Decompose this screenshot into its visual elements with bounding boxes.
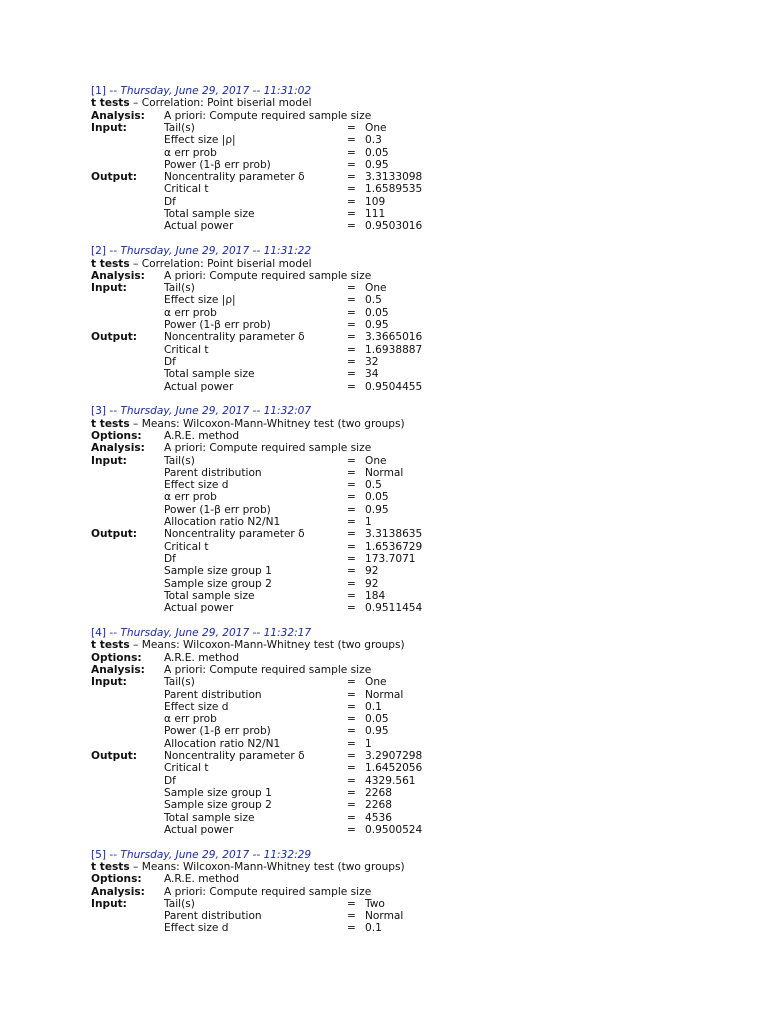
parameter-value: 0.05 bbox=[365, 146, 389, 159]
parameter-name: Actual power bbox=[164, 380, 234, 393]
parameter-value: 111 bbox=[365, 208, 386, 221]
parameter-value: 4329.561 bbox=[365, 774, 416, 787]
parameter-value: 0.05 bbox=[365, 491, 389, 504]
parameter-value: One bbox=[365, 454, 387, 467]
parameter-row bbox=[91, 491, 731, 503]
equals-sign: = bbox=[347, 466, 356, 479]
parameter-value: 1.6938887 bbox=[365, 343, 423, 356]
parameter-name: Actual power bbox=[164, 823, 234, 836]
equals-sign: = bbox=[347, 195, 356, 208]
equals-sign: = bbox=[347, 589, 356, 602]
test-name: Correlation: Point biserial model bbox=[141, 97, 312, 110]
parameter-row bbox=[91, 282, 731, 294]
parameter-value: 0.1 bbox=[365, 922, 382, 935]
test-name: Means: Wilcoxon-Mann-Whitney test (two groups) bbox=[141, 639, 405, 652]
parameter-value: One bbox=[365, 121, 387, 134]
equals-sign: = bbox=[347, 922, 356, 935]
parameter-value: One bbox=[365, 676, 387, 689]
parameter-name: Effect size |ρ| bbox=[164, 294, 236, 307]
parameter-name: Df bbox=[164, 195, 176, 208]
section-label: Analysis: bbox=[91, 663, 145, 676]
equals-sign: = bbox=[347, 355, 356, 368]
equals-sign: = bbox=[347, 454, 356, 467]
parameter-value: 34 bbox=[365, 368, 379, 381]
parameter-name: Allocation ratio N2/N1 bbox=[164, 737, 281, 750]
parameter-value: Normal bbox=[365, 910, 404, 923]
equals-sign: = bbox=[347, 306, 356, 319]
parameter-row bbox=[91, 676, 731, 688]
parameter-name: Power (1-β err prob) bbox=[164, 319, 271, 332]
parameter-row bbox=[91, 898, 731, 910]
parameter-value: 3.2907298 bbox=[365, 750, 423, 763]
parameter-name: Tail(s) bbox=[164, 897, 195, 910]
parameter-value: 0.9511454 bbox=[365, 602, 423, 615]
section-label: Options: bbox=[91, 873, 142, 886]
parameter-row bbox=[91, 455, 731, 467]
test-title bbox=[91, 418, 731, 430]
parameter-row bbox=[91, 159, 731, 171]
parameter-row bbox=[91, 504, 731, 516]
equals-sign: = bbox=[347, 774, 356, 787]
parameter-name: Parent distribution bbox=[164, 688, 262, 701]
parameter-row bbox=[91, 922, 731, 934]
separator: -- bbox=[106, 626, 121, 639]
parameter-name: Sample size group 2 bbox=[164, 799, 272, 812]
parameter-name: Critical t bbox=[164, 762, 209, 775]
section-label: Analysis: bbox=[91, 885, 145, 898]
parameter-row bbox=[91, 725, 731, 737]
parameter-value: 0.95 bbox=[365, 503, 389, 516]
section-label: Output: bbox=[91, 750, 138, 763]
parameter-row bbox=[91, 713, 731, 725]
entry-index: [5] bbox=[91, 848, 107, 861]
parameter-value: Normal bbox=[365, 466, 404, 479]
parameter-value: 1 bbox=[365, 737, 372, 750]
equals-sign: = bbox=[347, 134, 356, 147]
equals-sign: = bbox=[347, 479, 356, 492]
test-title bbox=[91, 639, 731, 651]
entry-timestamp: Thursday, June 29, 2017 -- 11:32:07 bbox=[120, 405, 312, 418]
title-dash: – bbox=[129, 97, 142, 110]
parameter-name: A.R.E. method bbox=[164, 651, 240, 664]
title-dash: – bbox=[129, 639, 142, 652]
protocol-log bbox=[91, 85, 731, 947]
equals-sign: = bbox=[347, 823, 356, 836]
parameter-name: α err prob bbox=[164, 491, 217, 504]
parameter-value: 0.1 bbox=[365, 700, 382, 713]
parameter-row bbox=[91, 430, 731, 442]
parameter-value: 0.05 bbox=[365, 306, 389, 319]
parameter-name: Power (1-β err prob) bbox=[164, 158, 271, 171]
parameter-row bbox=[91, 910, 731, 922]
parameter-value: 1.6452056 bbox=[365, 762, 423, 775]
protocol-entry bbox=[91, 245, 731, 393]
parameter-row bbox=[91, 122, 731, 134]
parameter-value: 32 bbox=[365, 355, 379, 368]
parameter-value: 3.3138635 bbox=[365, 528, 423, 541]
parameter-name: Sample size group 1 bbox=[164, 565, 272, 578]
entry-timestamp: Thursday, June 29, 2017 -- 11:32:29 bbox=[120, 848, 312, 861]
parameter-row bbox=[91, 738, 731, 750]
entry-timestamp: Thursday, June 29, 2017 -- 11:31:02 bbox=[120, 85, 312, 97]
parameter-name: Total sample size bbox=[164, 589, 255, 602]
entry-header bbox=[91, 405, 731, 417]
section-label: Analysis: bbox=[91, 269, 145, 282]
parameter-value: 92 bbox=[365, 577, 379, 590]
equals-sign: = bbox=[347, 158, 356, 171]
parameter-row bbox=[91, 467, 731, 479]
equals-sign: = bbox=[347, 528, 356, 541]
parameter-value: 0.95 bbox=[365, 158, 389, 171]
section-label: Options: bbox=[91, 430, 142, 442]
parameter-name: Df bbox=[164, 774, 176, 787]
entry-index: [2] bbox=[91, 245, 107, 258]
section-label: Output: bbox=[91, 331, 138, 344]
entry-index: [4] bbox=[91, 626, 107, 639]
test-name: Means: Wilcoxon-Mann-Whitney test (two groups) bbox=[141, 860, 405, 873]
parameter-name: Parent distribution bbox=[164, 466, 262, 479]
equals-sign: = bbox=[347, 516, 356, 529]
parameter-name: Power (1-β err prob) bbox=[164, 725, 271, 738]
parameter-row bbox=[91, 886, 731, 898]
parameter-row bbox=[91, 183, 731, 195]
equals-sign: = bbox=[347, 565, 356, 578]
parameter-name: Tail(s) bbox=[164, 454, 195, 467]
equals-sign: = bbox=[347, 208, 356, 221]
title-dash: – bbox=[129, 257, 142, 270]
section-label: Input: bbox=[91, 121, 127, 134]
equals-sign: = bbox=[347, 368, 356, 381]
equals-sign: = bbox=[347, 121, 356, 134]
equals-sign: = bbox=[347, 331, 356, 344]
protocol-entry bbox=[91, 627, 731, 836]
equals-sign: = bbox=[347, 700, 356, 713]
separator: -- bbox=[106, 85, 121, 97]
parameter-name: Actual power bbox=[164, 220, 234, 233]
parameter-row bbox=[91, 442, 731, 454]
parameter-name: α err prob bbox=[164, 713, 217, 726]
equals-sign: = bbox=[347, 602, 356, 615]
parameter-name: Effect size d bbox=[164, 922, 229, 935]
parameter-row bbox=[91, 812, 731, 824]
parameter-row bbox=[91, 689, 731, 701]
parameter-row bbox=[91, 762, 731, 774]
parameter-row bbox=[91, 294, 731, 306]
equals-sign: = bbox=[347, 786, 356, 799]
section-label: Input: bbox=[91, 897, 127, 910]
parameter-row bbox=[91, 664, 731, 676]
parameter-row bbox=[91, 775, 731, 787]
equals-sign: = bbox=[347, 811, 356, 824]
parameter-name: Power (1-β err prob) bbox=[164, 503, 271, 516]
test-title bbox=[91, 258, 731, 270]
parameter-row bbox=[91, 541, 731, 553]
parameter-row bbox=[91, 824, 731, 836]
parameter-value: 3.3133098 bbox=[365, 171, 423, 184]
test-family: t tests bbox=[91, 417, 130, 430]
parameter-name: A.R.E. method bbox=[164, 430, 240, 442]
parameter-name: α err prob bbox=[164, 306, 217, 319]
equals-sign: = bbox=[347, 540, 356, 553]
parameter-row bbox=[91, 750, 731, 762]
parameter-row bbox=[91, 110, 731, 122]
parameter-row bbox=[91, 134, 731, 146]
parameter-row bbox=[91, 479, 731, 491]
parameter-value: 0.9504455 bbox=[365, 380, 423, 393]
parameter-name: Parent distribution bbox=[164, 910, 262, 923]
entry-header bbox=[91, 849, 731, 861]
entry-header bbox=[91, 85, 731, 97]
equals-sign: = bbox=[347, 737, 356, 750]
parameter-value: 0.95 bbox=[365, 725, 389, 738]
equals-sign: = bbox=[347, 688, 356, 701]
parameter-row bbox=[91, 147, 731, 159]
parameter-name: Df bbox=[164, 552, 176, 565]
parameter-name: Noncentrality parameter δ bbox=[164, 750, 305, 763]
parameter-name: Allocation ratio N2/N1 bbox=[164, 516, 281, 529]
protocol-entry bbox=[91, 85, 731, 233]
parameter-value: 0.5 bbox=[365, 479, 382, 492]
parameter-row bbox=[91, 196, 731, 208]
entry-header bbox=[91, 627, 731, 639]
parameter-value: Two bbox=[365, 897, 385, 910]
parameter-row bbox=[91, 516, 731, 528]
parameter-row bbox=[91, 565, 731, 577]
equals-sign: = bbox=[347, 491, 356, 504]
equals-sign: = bbox=[347, 319, 356, 332]
parameter-row bbox=[91, 602, 731, 614]
parameter-name: Noncentrality parameter δ bbox=[164, 528, 305, 541]
parameter-value: 0.95 bbox=[365, 319, 389, 332]
parameter-row bbox=[91, 701, 731, 713]
parameter-value: 0.3 bbox=[365, 134, 382, 147]
test-name: Means: Wilcoxon-Mann-Whitney test (two groups) bbox=[141, 417, 405, 430]
equals-sign: = bbox=[347, 503, 356, 516]
parameter-value: 4536 bbox=[365, 811, 392, 824]
parameter-value: 2268 bbox=[365, 786, 392, 799]
separator: -- bbox=[106, 848, 121, 861]
parameter-row bbox=[91, 331, 731, 343]
parameter-value: Normal bbox=[365, 688, 404, 701]
equals-sign: = bbox=[347, 725, 356, 738]
parameter-row bbox=[91, 307, 731, 319]
parameter-value: 1.6536729 bbox=[365, 540, 423, 553]
entry-index: [1] bbox=[91, 85, 107, 97]
parameter-row bbox=[91, 873, 731, 885]
parameter-value: 0.05 bbox=[365, 713, 389, 726]
parameter-name: Total sample size bbox=[164, 368, 255, 381]
parameter-row bbox=[91, 381, 731, 393]
parameter-value: 92 bbox=[365, 565, 379, 578]
parameter-value: 0.9503016 bbox=[365, 220, 423, 233]
parameter-name: A priori: Compute required sample size bbox=[164, 109, 372, 122]
parameter-value: 1 bbox=[365, 516, 372, 529]
parameter-value: 0.5 bbox=[365, 294, 382, 307]
section-label: Options: bbox=[91, 651, 142, 664]
title-dash: – bbox=[129, 860, 142, 873]
parameter-row bbox=[91, 344, 731, 356]
parameter-name: Effect size d bbox=[164, 479, 229, 492]
equals-sign: = bbox=[347, 897, 356, 910]
parameter-name: A priori: Compute required sample size bbox=[164, 663, 372, 676]
equals-sign: = bbox=[347, 146, 356, 159]
entry-header bbox=[91, 245, 731, 257]
parameter-row bbox=[91, 220, 731, 232]
parameter-name: α err prob bbox=[164, 146, 217, 159]
protocol-entry bbox=[91, 405, 731, 614]
parameter-name: Tail(s) bbox=[164, 121, 195, 134]
parameter-value: 1.6589535 bbox=[365, 183, 423, 196]
parameter-value: 109 bbox=[365, 195, 386, 208]
section-label: Input: bbox=[91, 282, 127, 295]
section-label: Input: bbox=[91, 676, 127, 689]
parameter-value: 3.3665016 bbox=[365, 331, 423, 344]
parameter-row bbox=[91, 208, 731, 220]
parameter-name: Effect size |ρ| bbox=[164, 134, 236, 147]
parameter-name: Sample size group 1 bbox=[164, 786, 272, 799]
parameter-name: A.R.E. method bbox=[164, 873, 240, 886]
equals-sign: = bbox=[347, 294, 356, 307]
test-family: t tests bbox=[91, 860, 130, 873]
parameter-name: A priori: Compute required sample size bbox=[164, 442, 372, 455]
equals-sign: = bbox=[347, 910, 356, 923]
section-label: Output: bbox=[91, 171, 138, 184]
test-family: t tests bbox=[91, 257, 130, 270]
parameter-name: Df bbox=[164, 355, 176, 368]
parameter-name: Total sample size bbox=[164, 811, 255, 824]
equals-sign: = bbox=[347, 713, 356, 726]
separator: -- bbox=[106, 245, 121, 258]
equals-sign: = bbox=[347, 552, 356, 565]
test-family: t tests bbox=[91, 97, 130, 110]
separator: -- bbox=[106, 405, 121, 418]
equals-sign: = bbox=[347, 577, 356, 590]
parameter-row bbox=[91, 528, 731, 540]
entry-timestamp: Thursday, June 29, 2017 -- 11:31:22 bbox=[120, 245, 312, 258]
test-title bbox=[91, 97, 731, 109]
section-label: Output: bbox=[91, 528, 138, 541]
section-label: Analysis: bbox=[91, 442, 145, 455]
parameter-row bbox=[91, 171, 731, 183]
section-label: Analysis: bbox=[91, 109, 145, 122]
equals-sign: = bbox=[347, 380, 356, 393]
parameter-row bbox=[91, 270, 731, 282]
parameter-name: Critical t bbox=[164, 343, 209, 356]
equals-sign: = bbox=[347, 183, 356, 196]
parameter-name: Noncentrality parameter δ bbox=[164, 331, 305, 344]
test-family: t tests bbox=[91, 639, 130, 652]
parameter-row bbox=[91, 553, 731, 565]
parameter-row bbox=[91, 799, 731, 811]
equals-sign: = bbox=[347, 750, 356, 763]
parameter-row bbox=[91, 319, 731, 331]
parameter-value: One bbox=[365, 282, 387, 295]
parameter-value: 0.9500524 bbox=[365, 823, 423, 836]
parameter-name: Critical t bbox=[164, 540, 209, 553]
test-name: Correlation: Point biserial model bbox=[141, 257, 312, 270]
parameter-row bbox=[91, 652, 731, 664]
parameter-name: Sample size group 2 bbox=[164, 577, 272, 590]
equals-sign: = bbox=[347, 220, 356, 233]
parameter-row bbox=[91, 356, 731, 368]
parameter-name: Total sample size bbox=[164, 208, 255, 221]
parameter-name: Actual power bbox=[164, 602, 234, 615]
parameter-row bbox=[91, 590, 731, 602]
parameter-row bbox=[91, 578, 731, 590]
entry-index: [3] bbox=[91, 405, 107, 418]
parameter-name: Effect size d bbox=[164, 700, 229, 713]
parameter-name: Tail(s) bbox=[164, 282, 195, 295]
parameter-name: Noncentrality parameter δ bbox=[164, 171, 305, 184]
title-dash: – bbox=[129, 417, 142, 430]
test-title bbox=[91, 861, 731, 873]
equals-sign: = bbox=[347, 171, 356, 184]
equals-sign: = bbox=[347, 343, 356, 356]
parameter-value: 173.7071 bbox=[365, 552, 416, 565]
protocol-entry bbox=[91, 849, 731, 935]
parameter-row bbox=[91, 368, 731, 380]
parameter-value: 184 bbox=[365, 589, 386, 602]
equals-sign: = bbox=[347, 282, 356, 295]
equals-sign: = bbox=[347, 676, 356, 689]
parameter-name: A priori: Compute required sample size bbox=[164, 885, 372, 898]
parameter-name: Critical t bbox=[164, 183, 209, 196]
equals-sign: = bbox=[347, 762, 356, 775]
section-label: Input: bbox=[91, 454, 127, 467]
parameter-value: 2268 bbox=[365, 799, 392, 812]
equals-sign: = bbox=[347, 799, 356, 812]
parameter-row bbox=[91, 787, 731, 799]
parameter-name: A priori: Compute required sample size bbox=[164, 269, 372, 282]
parameter-name: Tail(s) bbox=[164, 676, 195, 689]
entry-timestamp: Thursday, June 29, 2017 -- 11:32:17 bbox=[120, 626, 312, 639]
